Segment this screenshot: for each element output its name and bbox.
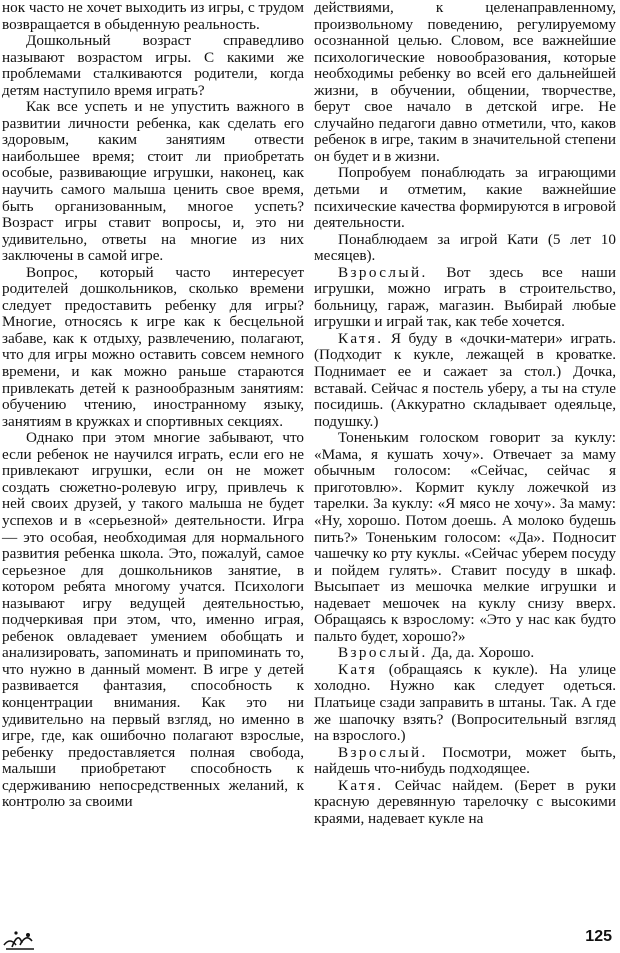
dialogue-text: Да, да. Хорошо.	[427, 644, 535, 662]
leaf-ornament-icon	[2, 925, 38, 951]
right-text-column	[314, 0, 616, 827]
dialogue-line-katya-1	[314, 331, 616, 430]
speaker-name: Взрослый.	[338, 644, 428, 662]
dialogue-line-katya-2	[314, 662, 616, 745]
page-number: 125	[585, 928, 612, 945]
left-paragraph-5: Однако при этом многие забывают, что если ребенок не научился играть, если его не привлекают игрушки, если он не может создать сюжетно-ролевую игру, привлечь к ней своих друзей, у такого малыша не будет успехов и в «серьезной» деятельности. Игра — это особая, необходимая для нормального развития ребенка школа. Это, пожалуй, самое серьезное для дошкольников занятие, в котором ребята многому учатся. Психологи называют игру ведущей деятельностью, подчеркивая при этом, что, именно играя, ребенок овладевает умением обобщать и анализировать, запоминать и припоминать то, что нужно в данный момент. В игре у детей развивается фантазия, способность к концентрации внимания. Как это ни удивительно на первый взгляд, но именно в игре, где, как ошибочно полагают взрослые, ребенку предоставляется полная свобода, малыши приобретают способность к сдерживанию непосредственных желаний, к контролю за своими	[2, 429, 304, 811]
speaker-name: Катя	[338, 660, 378, 678]
right-paragraph-2: Попробуем понаблюдать за играющими детьми и отметим, какие важнейшие психические качества формируются в игровой деятельности.	[314, 164, 616, 232]
left-paragraph-1: нок часто не хочет выходить из игры, с трудом возвращается в обыденную реальность.	[2, 0, 305, 33]
left-paragraph-3: Как все успеть и не упустить важного в развитии личности ребенка, как сделать его здоровым, каким занятиям отвести наибольшее время; стоит ли приобретать особые, развивающие игрушки, наконец, как научить самого малыша ценить свое время, быть организованным, многое успеть? Возраст игры ставит вопросы, и, это ни удивительно, ответы на многие из них заключены в самой игре.	[2, 98, 304, 265]
speaker-name: Катя.	[338, 776, 384, 794]
left-paragraph-4: Вопрос, который часто интересует родителей дошкольников, сколько времени следует предоставить ребенку для игры? Многие, относясь к игре как к бесцельной забаве, как к отдыху, развлечению, полагают, что для игры можно оставить совсем немного времени, и как можно раньше стараются привлекать детей к разнообразным занятиям: обучению чтению, иностранному языку, занятиям в кружках и спортивных секциях.	[2, 263, 304, 430]
dialogue-text: (обращаясь к кукле). На улице холодно. Нужно как следует одеться. Платьице сзади заправить в штаны. Так. А где же шапочку взять? (Вопросительный взгляд на взрослого.)	[314, 660, 616, 745]
dialogue-text: Я буду в «дочки-матери» играть. (Подходит к кукле, лежащей в кроватке. Поднимает ее и сажает за стол.) Дочка, вставай. Сейчас я постель уберу, а ты на стуле посидишь. (Аккуратно складывает одеяльце, подушку.)	[314, 329, 616, 430]
right-paragraph-narration: Тоненьким голоском говорит за куклу: «Мама, я кушать хочу». Отвечает за маму обычным голосом: «Сейчас, сейчас я приготовлю». Кормит куклу ложечкой из тарелки. За куклу: «Я мясо не хочу». За маму: «Ну, хорошо. Потом доешь. А молоко будешь пить?» Тоненьким голосом: «Да». Подносит чашечку ко рту куклы. «Сейчас уберем посуду и пойдем гулять». Ставит посуду в шкаф. Высыпает из мешочка мелкие игрушки и надевает мешочек на куклу снизу вверх. Обращаясь к взрослому: «Это у нас как будто пальто будет, хорошо?»	[314, 429, 616, 645]
left-text-column	[2, 0, 304, 811]
dialogue-text: Посмотри, может быть, найдешь что-нибудь подходящее.	[314, 743, 616, 778]
right-paragraph-3: Понаблюдаем за игрой Кати (5 лет 10 месяцев).	[314, 230, 616, 265]
dialogue-text: Сейчас найдем. (Берет в руки красную деревянную тарелочку с высокими краями, надевает кукле на	[314, 776, 616, 827]
dialogue-line-adult-1	[314, 265, 616, 331]
dialogue-line-adult-2	[314, 645, 616, 662]
dialogue-line-adult-3	[314, 745, 616, 778]
speaker-name: Взрослый.	[338, 263, 428, 281]
right-paragraph-1: действиями, к целенаправленному, произвольному поведению, регулируемому осознанной целью. Словом, все важнейшие психологические новообразования, которые необходимы ребенку во всей его дальнейшей жизни, в обучении, общении, творчестве, берут свое начало в детской игре. Не случайно педагоги давно отметили, что, каков ребенок в игре, таким в значительной степени он будет и в жизни.	[314, 0, 616, 165]
speaker-name: Катя.	[338, 329, 384, 347]
dialogue-line-katya-3	[314, 778, 616, 828]
dialogue-text: Вот здесь все наши игрушки, можно играть в строительство, больницу, гараж, магазин. Выбирай любые игрушки и играй так, как тебе хочется.	[314, 263, 616, 331]
left-paragraph-2: Дошкольный возраст справедливо называют возрастом игры. С какими же проблемами сталкиваются родители, когда детям наступило время играть?	[2, 32, 304, 99]
speaker-name: Взрослый.	[338, 743, 428, 761]
